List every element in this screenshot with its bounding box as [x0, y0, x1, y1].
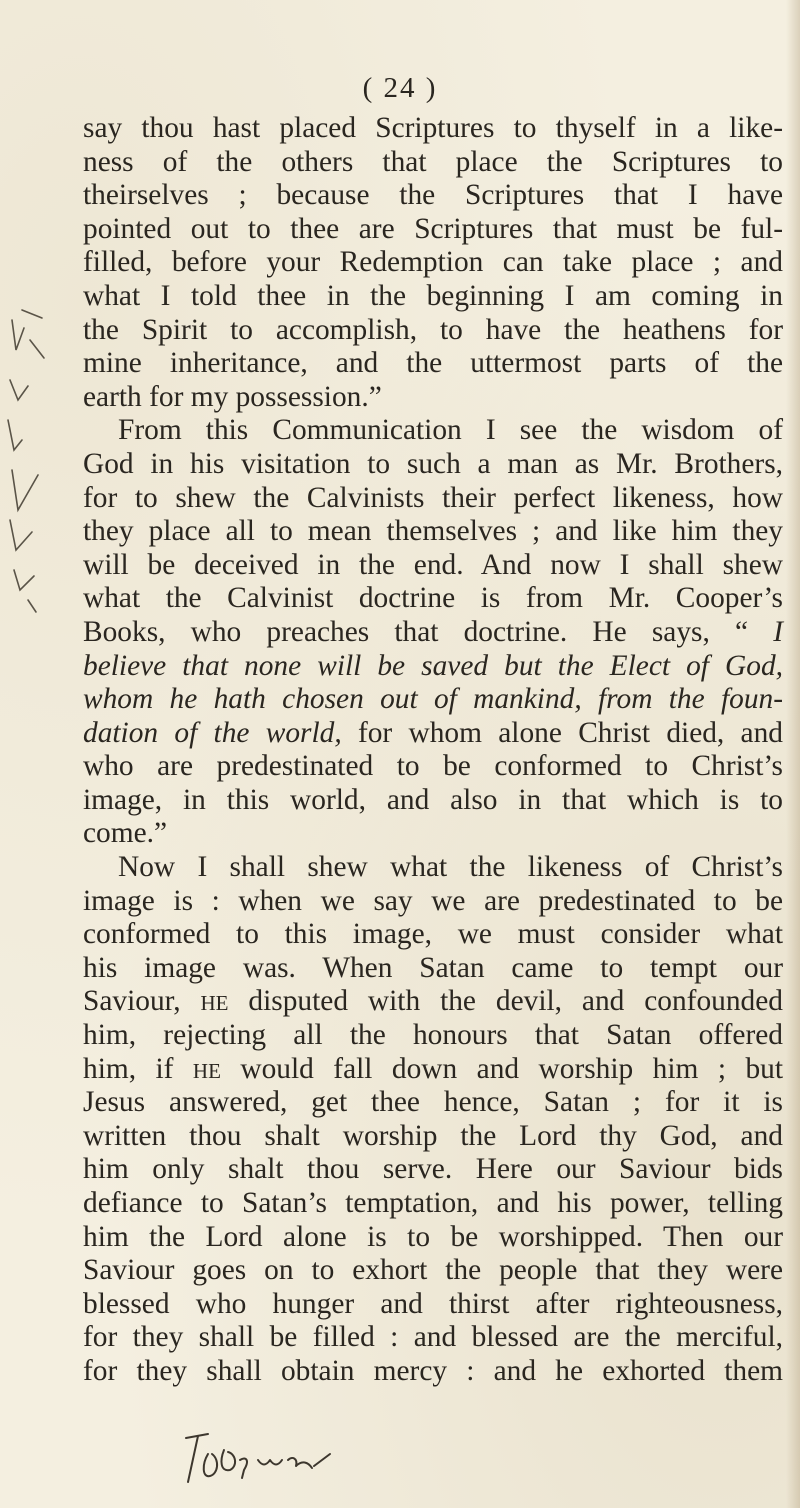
italic-segment: dation of the world,: [83, 716, 342, 749]
signature-stroke: [222, 1450, 236, 1470]
signature-stroke: [204, 1454, 217, 1476]
text-line: his image was. When Satan came to tempt our: [83, 951, 783, 984]
margin-stroke: [10, 520, 32, 550]
text-line: come.”: [83, 817, 168, 850]
text-line: ness of the others that place the Scriptures to: [83, 145, 783, 178]
text-line: him only shalt thou serve. Here our Saviour bids: [83, 1153, 783, 1186]
text-line: for to shew the Calvinists their perfect likeness, how: [83, 481, 783, 514]
text-line: earth for my possession.”: [83, 380, 382, 413]
margin-stroke: [22, 310, 42, 318]
signature-stroke: [258, 1460, 282, 1465]
text-line: they place all to mean themselves ; and like him they: [83, 515, 783, 548]
roman-segment: Books, who preaches that doctrine. He says, “: [83, 615, 774, 648]
text-line: God in his visitation to such a man as Mr. Brothers,: [83, 447, 783, 480]
text-line: will be deceived in the end. And now I shall shew: [83, 548, 783, 581]
text-line: image is : when we say we are predestinated to be: [83, 884, 783, 917]
margin-stroke: [14, 570, 34, 590]
text-line: conformed to this image, we must consider what: [83, 918, 783, 951]
paragraph-start-line: From this Communication I see the wisdom of: [118, 414, 783, 447]
small-caps-he: he: [192, 1052, 221, 1085]
text-line: filled, before your Redemption can take place ; and: [83, 246, 783, 279]
margin-stroke: [10, 380, 28, 400]
signature-stroke: [188, 1436, 198, 1482]
text-line: him, rejecting all the honours that Satan offered: [83, 1019, 783, 1052]
signature-stroke: [314, 1454, 330, 1466]
text-line: what the Calvinist doctrine is from Mr. Cooper’s: [83, 582, 783, 615]
text-line: Saviour goes on to exhort the people that they were: [83, 1254, 783, 1287]
roman-segment: for whom alone Christ died, and: [341, 716, 783, 749]
text-line: him the Lord alone is to be worshipped. Then our: [83, 1220, 783, 1253]
text-line: him, if he would fall down and worship him ; but: [83, 1052, 783, 1085]
text-line: the Spirit to accomplish, to have the heathens for: [83, 313, 783, 346]
handwritten-signature: [180, 1420, 340, 1490]
margin-stroke: [8, 420, 22, 450]
mixed-style-line: [83, 717, 783, 751]
margin-stroke: [12, 320, 24, 350]
signature-stroke: [288, 1458, 312, 1468]
text-line: Saviour, he disputed with the devil, and confounded: [83, 985, 783, 1018]
text-line: defiance to Satan’s temptation, and his power, telling: [83, 1187, 783, 1219]
page-number: ( 24 ): [362, 72, 438, 104]
margin-stroke: [30, 340, 44, 358]
small-caps-he: he: [200, 985, 229, 1018]
margin-stroke: [12, 470, 38, 510]
text-line: image, in this world, and also in that which is to: [83, 783, 783, 816]
text-line: mine inheritance, and the uttermost parts of the: [83, 347, 783, 380]
text-line: blessed who hunger and thirst after righteousness,: [83, 1287, 783, 1320]
text-line: who are predestinated to be conformed to Christ’s: [83, 750, 783, 783]
italic-quote-line: believe that none will be saved but the Elect of God,: [83, 649, 783, 682]
italic-segment: I: [773, 615, 783, 648]
text-line: for they shall obtain mercy : and he exhorted them: [83, 1354, 783, 1387]
text-line: what I told thee in the beginning I am coming in: [83, 279, 783, 312]
text-line: pointed out to thee are Scriptures that must be ful-: [83, 212, 783, 245]
page-edge-shadow: [786, 0, 800, 1508]
margin-stroke: [28, 600, 36, 612]
handwritten-margin-marks: [2, 300, 62, 620]
paragraph-start-line: Now I shall shew what the likeness of Christ’s: [118, 851, 783, 884]
text-line: for they shall be filled : and blessed are the merciful,: [83, 1321, 783, 1354]
text-line: say thou hast placed Scriptures to thyself in a like-: [83, 112, 783, 144]
body-text: [83, 112, 783, 1389]
text-line-with-quote-start: [83, 616, 783, 650]
text-line: written thou shalt worship the Lord thy God, and: [83, 1119, 783, 1152]
text-line: theirselves ; because the Scriptures that I have: [83, 179, 783, 212]
italic-quote-line: whom he hath chosen out of mankind, from the foun-: [83, 683, 783, 716]
text-line: Jesus answered, get thee hence, Satan ; for it is: [83, 1086, 783, 1119]
signature-stroke: [240, 1458, 247, 1478]
